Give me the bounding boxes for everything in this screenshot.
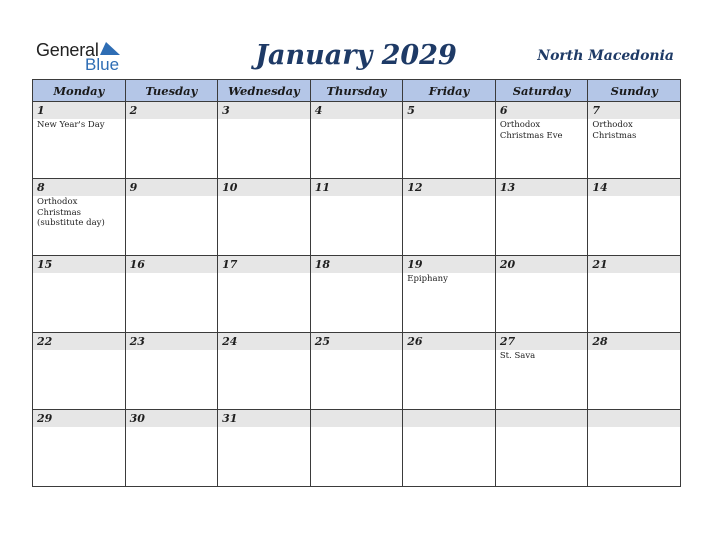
day-cell [588,256,681,333]
day-cell [310,410,403,487]
holiday-label [311,427,403,428]
day-cell [218,179,311,256]
day-cell [125,333,218,410]
calendar-title: January 2029 [255,40,457,71]
holiday-label [218,427,310,428]
holiday-label [126,196,218,197]
logo-general-text: General [36,40,99,60]
holiday-label [588,427,680,428]
weekday-header: Sunday [588,80,681,102]
day-number: 18 [311,256,403,273]
day-number: 24 [218,333,310,350]
day-number: 17 [218,256,310,273]
day-cell [33,333,126,410]
day-cell [403,179,496,256]
day-number: 29 [33,410,125,427]
holiday-label [126,119,218,120]
day-number: 21 [588,256,680,273]
day-number: 16 [126,256,218,273]
day-number: 1 [33,102,125,119]
day-cell [218,102,311,179]
day-cell [495,102,588,179]
holiday-label: Epiphany [407,274,448,284]
day-number: 19 [403,256,495,273]
day-number: 31 [218,410,310,427]
weekday-header: Thursday [310,80,403,102]
day-cell [218,410,311,487]
holiday-label: St. Sava [499,351,536,361]
day-number: 22 [33,333,125,350]
day-number [403,410,495,427]
holiday-label [496,427,588,428]
day-number [588,410,680,427]
country-name: North Macedonia [537,48,674,64]
holiday-label [33,273,125,274]
day-number: 28 [588,333,680,350]
holiday-label: Orthodox Christmas (substitute day) [37,197,105,228]
day-cell [310,179,403,256]
day-cell [125,179,218,256]
day-cell [125,102,218,179]
day-number: 9 [126,179,218,196]
holiday-label [218,119,310,120]
day-cell [403,256,496,333]
day-cell [33,410,126,487]
day-cell [33,179,126,256]
day-number: 26 [403,333,495,350]
week-row [33,410,681,487]
day-cell [218,333,311,410]
holiday-label: New Year's Day [37,120,105,130]
holiday-label [496,196,588,197]
week-row [33,102,681,179]
day-number: 13 [496,179,588,196]
holiday-label [311,350,403,351]
holiday-label [588,273,680,274]
holiday-label [588,350,680,351]
day-cell [588,102,681,179]
day-number: 14 [588,179,680,196]
day-number: 2 [126,102,218,119]
day-number: 10 [218,179,310,196]
day-cell [588,179,681,256]
weekday-header: Monday [33,80,126,102]
day-number: 3 [218,102,310,119]
day-number [311,410,403,427]
holiday-label [126,273,218,274]
week-row [33,179,681,256]
day-number: 7 [588,102,680,119]
holiday-label [403,350,495,351]
holiday-label [311,119,403,120]
day-number: 30 [126,410,218,427]
day-cell [495,410,588,487]
week-row [33,256,681,333]
weekday-header: Friday [403,80,496,102]
day-cell [495,179,588,256]
day-cell [495,256,588,333]
weekday-header: Saturday [495,80,588,102]
holiday-label [33,350,125,351]
holiday-label [403,427,495,428]
weekday-header: Wednesday [218,80,311,102]
day-cell [218,256,311,333]
holiday-label [218,350,310,351]
holiday-label [403,119,495,120]
day-cell [588,333,681,410]
logo-blue-text: Blue [85,55,120,74]
day-cell [310,256,403,333]
calendar-grid [32,79,681,487]
day-cell [33,256,126,333]
week-row [33,333,681,410]
day-cell [588,410,681,487]
day-cell [125,256,218,333]
day-cell [495,333,588,410]
weekday-header: Tuesday [125,80,218,102]
holiday-label [311,196,403,197]
holiday-label [126,427,218,428]
day-number: 20 [496,256,588,273]
holiday-label [403,196,495,197]
day-cell [403,410,496,487]
holiday-label [311,273,403,274]
holiday-label [126,350,218,351]
day-number: 15 [33,256,125,273]
day-number: 12 [403,179,495,196]
day-number: 6 [496,102,588,119]
holiday-label [218,196,310,197]
day-number: 5 [403,102,495,119]
holiday-label [588,196,680,197]
holiday-label: Orthodox Christmas [592,120,637,141]
weekday-header-row [33,80,681,102]
day-cell [403,102,496,179]
day-cell [403,333,496,410]
day-number: 4 [311,102,403,119]
day-number [496,410,588,427]
holiday-label [33,427,125,428]
day-cell [125,410,218,487]
day-number: 27 [496,333,588,350]
day-cell [310,333,403,410]
holiday-label: Orthodox Christmas Eve [499,120,563,141]
holiday-label [218,273,310,274]
day-cell [310,102,403,179]
day-number: 25 [311,333,403,350]
holiday-label [496,273,588,274]
day-cell [33,102,126,179]
day-number: 11 [311,179,403,196]
day-number: 8 [33,179,125,196]
day-number: 23 [126,333,218,350]
